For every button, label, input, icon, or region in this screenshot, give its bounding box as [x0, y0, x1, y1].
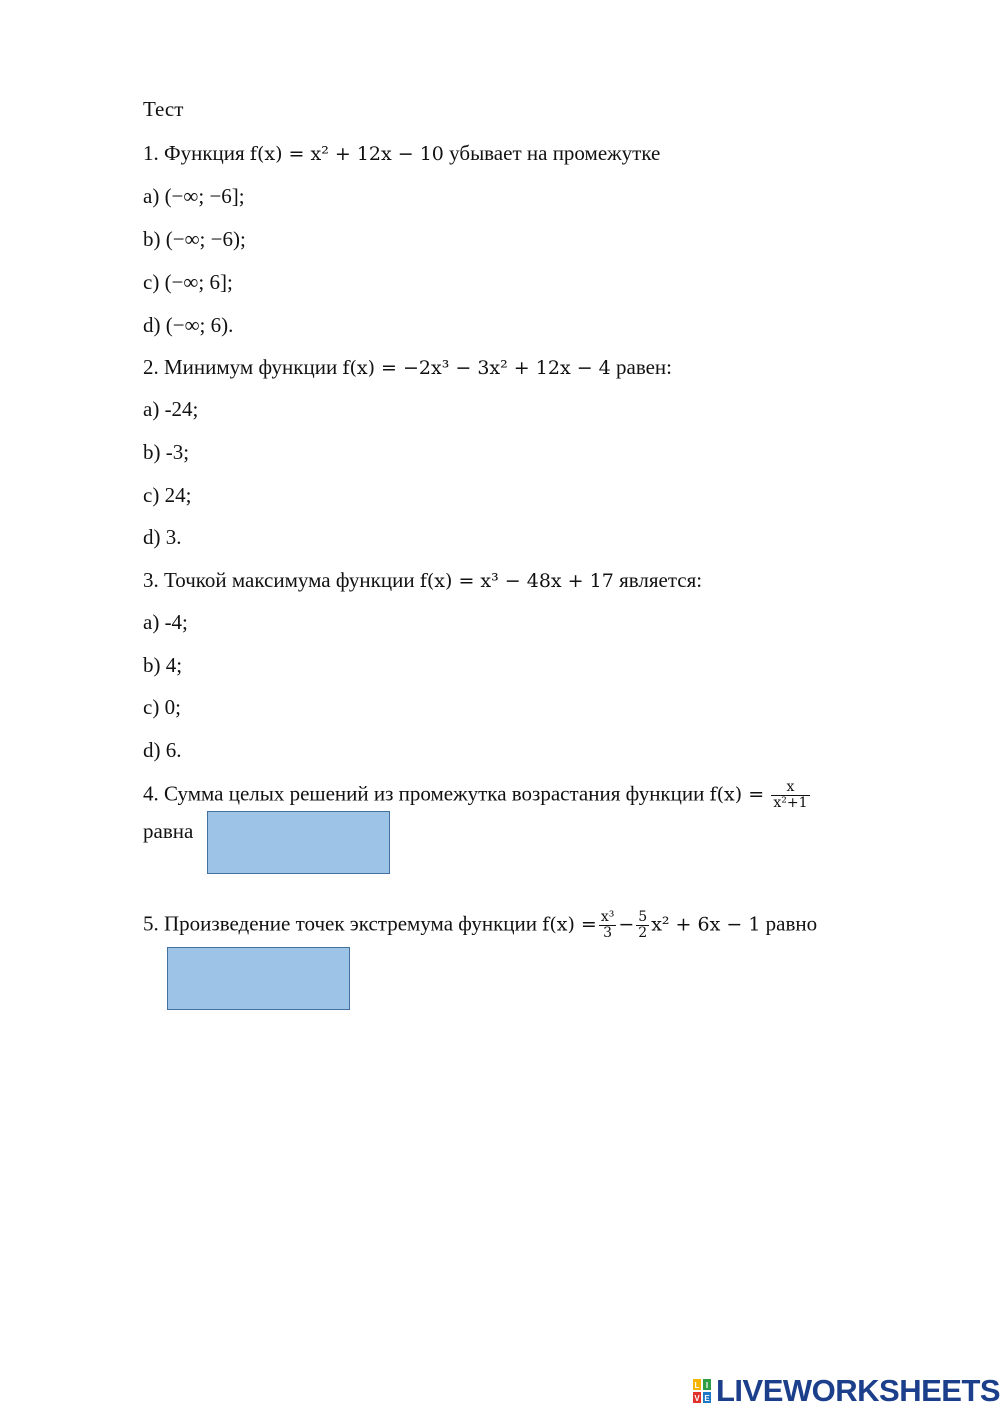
question-5-fraction-1-numerator: x³	[600, 909, 615, 925]
question-4-number: 4.	[143, 781, 159, 806]
question-5-formula-rest: x² + 6x − 1	[651, 913, 761, 936]
question-2-text-after: равен:	[616, 355, 673, 379]
question-1-text: Функция	[164, 141, 245, 165]
question-4-fraction-numerator: x	[771, 780, 809, 796]
q1-option-b: b) (−∞; −6);	[143, 227, 246, 251]
question-5-fraction-1	[599, 910, 617, 941]
q3-option-d: d) 6.	[143, 738, 182, 762]
question-4	[143, 780, 812, 811]
q3-option-b: b) 4;	[143, 653, 183, 677]
logo-icon-letter-e: E	[704, 1394, 710, 1403]
logo-icon-letter-l: L	[694, 1381, 700, 1390]
liveworksheets-logo	[692, 1373, 1000, 1408]
question-1	[143, 140, 660, 167]
question-2-number: 2.	[143, 355, 159, 379]
question-2-text: Минимум функции	[164, 355, 338, 379]
question-3-formula: f(x) = x³ − 48x + 17	[419, 570, 614, 592]
question-3-text-after: является:	[619, 568, 703, 592]
question-2-formula: f(x) = −2x³ − 3x² + 12x − 4	[342, 357, 611, 379]
question-5-minus: −	[618, 913, 635, 936]
q1-option-d: d) (−∞; 6).	[143, 313, 234, 337]
question-3-number: 3.	[143, 568, 159, 592]
question-5-fraction-2-denominator: 2	[638, 925, 648, 941]
question-3	[143, 567, 702, 594]
q2-option-b: b) -3;	[143, 440, 190, 464]
liveworksheets-logo-icon	[692, 1378, 712, 1404]
logo-icon-letter-v: V	[694, 1394, 700, 1403]
q2-option-c: c) 24;	[143, 483, 192, 507]
answer-box-question-5[interactable]	[167, 947, 350, 1010]
q1-option-a: a) (−∞; −6];	[143, 184, 245, 208]
question-5	[143, 910, 817, 941]
logo-icon-letter-i: I	[705, 1381, 709, 1390]
question-1-number: 1.	[143, 141, 159, 165]
question-5-text-after: равно	[765, 911, 818, 936]
question-5-fraction-2-numerator: 5	[638, 909, 648, 925]
q3-option-c: c) 0;	[143, 695, 181, 719]
question-2	[143, 354, 672, 381]
worksheet-title: Тест	[143, 97, 184, 121]
question-4-text-after: равна	[143, 819, 194, 843]
q2-option-a: a) -24;	[143, 397, 199, 421]
question-4-fraction	[771, 780, 809, 811]
q3-option-a: a) -4;	[143, 610, 188, 634]
question-1-formula: f(x) = x² + 12x − 10	[249, 143, 444, 165]
q1-option-c: c) (−∞; 6];	[143, 270, 233, 294]
question-5-number: 5.	[143, 911, 159, 936]
question-4-formula-lhs: f(x) =	[709, 783, 765, 806]
question-5-text: Произведение точек экстремума функции	[164, 911, 538, 936]
question-5-fraction-1-denominator: 3	[603, 925, 613, 941]
question-4-fraction-denominator: x²+1	[773, 795, 808, 811]
liveworksheets-logo-text: LIVEWORKSHEETS	[716, 1373, 1000, 1408]
q2-option-d: d) 3.	[143, 525, 182, 549]
answer-box-question-4[interactable]	[207, 811, 390, 874]
question-3-text: Точкой максимума функции	[164, 568, 415, 592]
question-4-text: Сумма целых решений из промежутка возрастания функции	[164, 781, 705, 806]
question-5-formula-lhs: f(x) =	[542, 913, 597, 936]
question-5-fraction-2	[636, 910, 649, 941]
question-1-text-after: убывает на промежутке	[449, 141, 661, 165]
